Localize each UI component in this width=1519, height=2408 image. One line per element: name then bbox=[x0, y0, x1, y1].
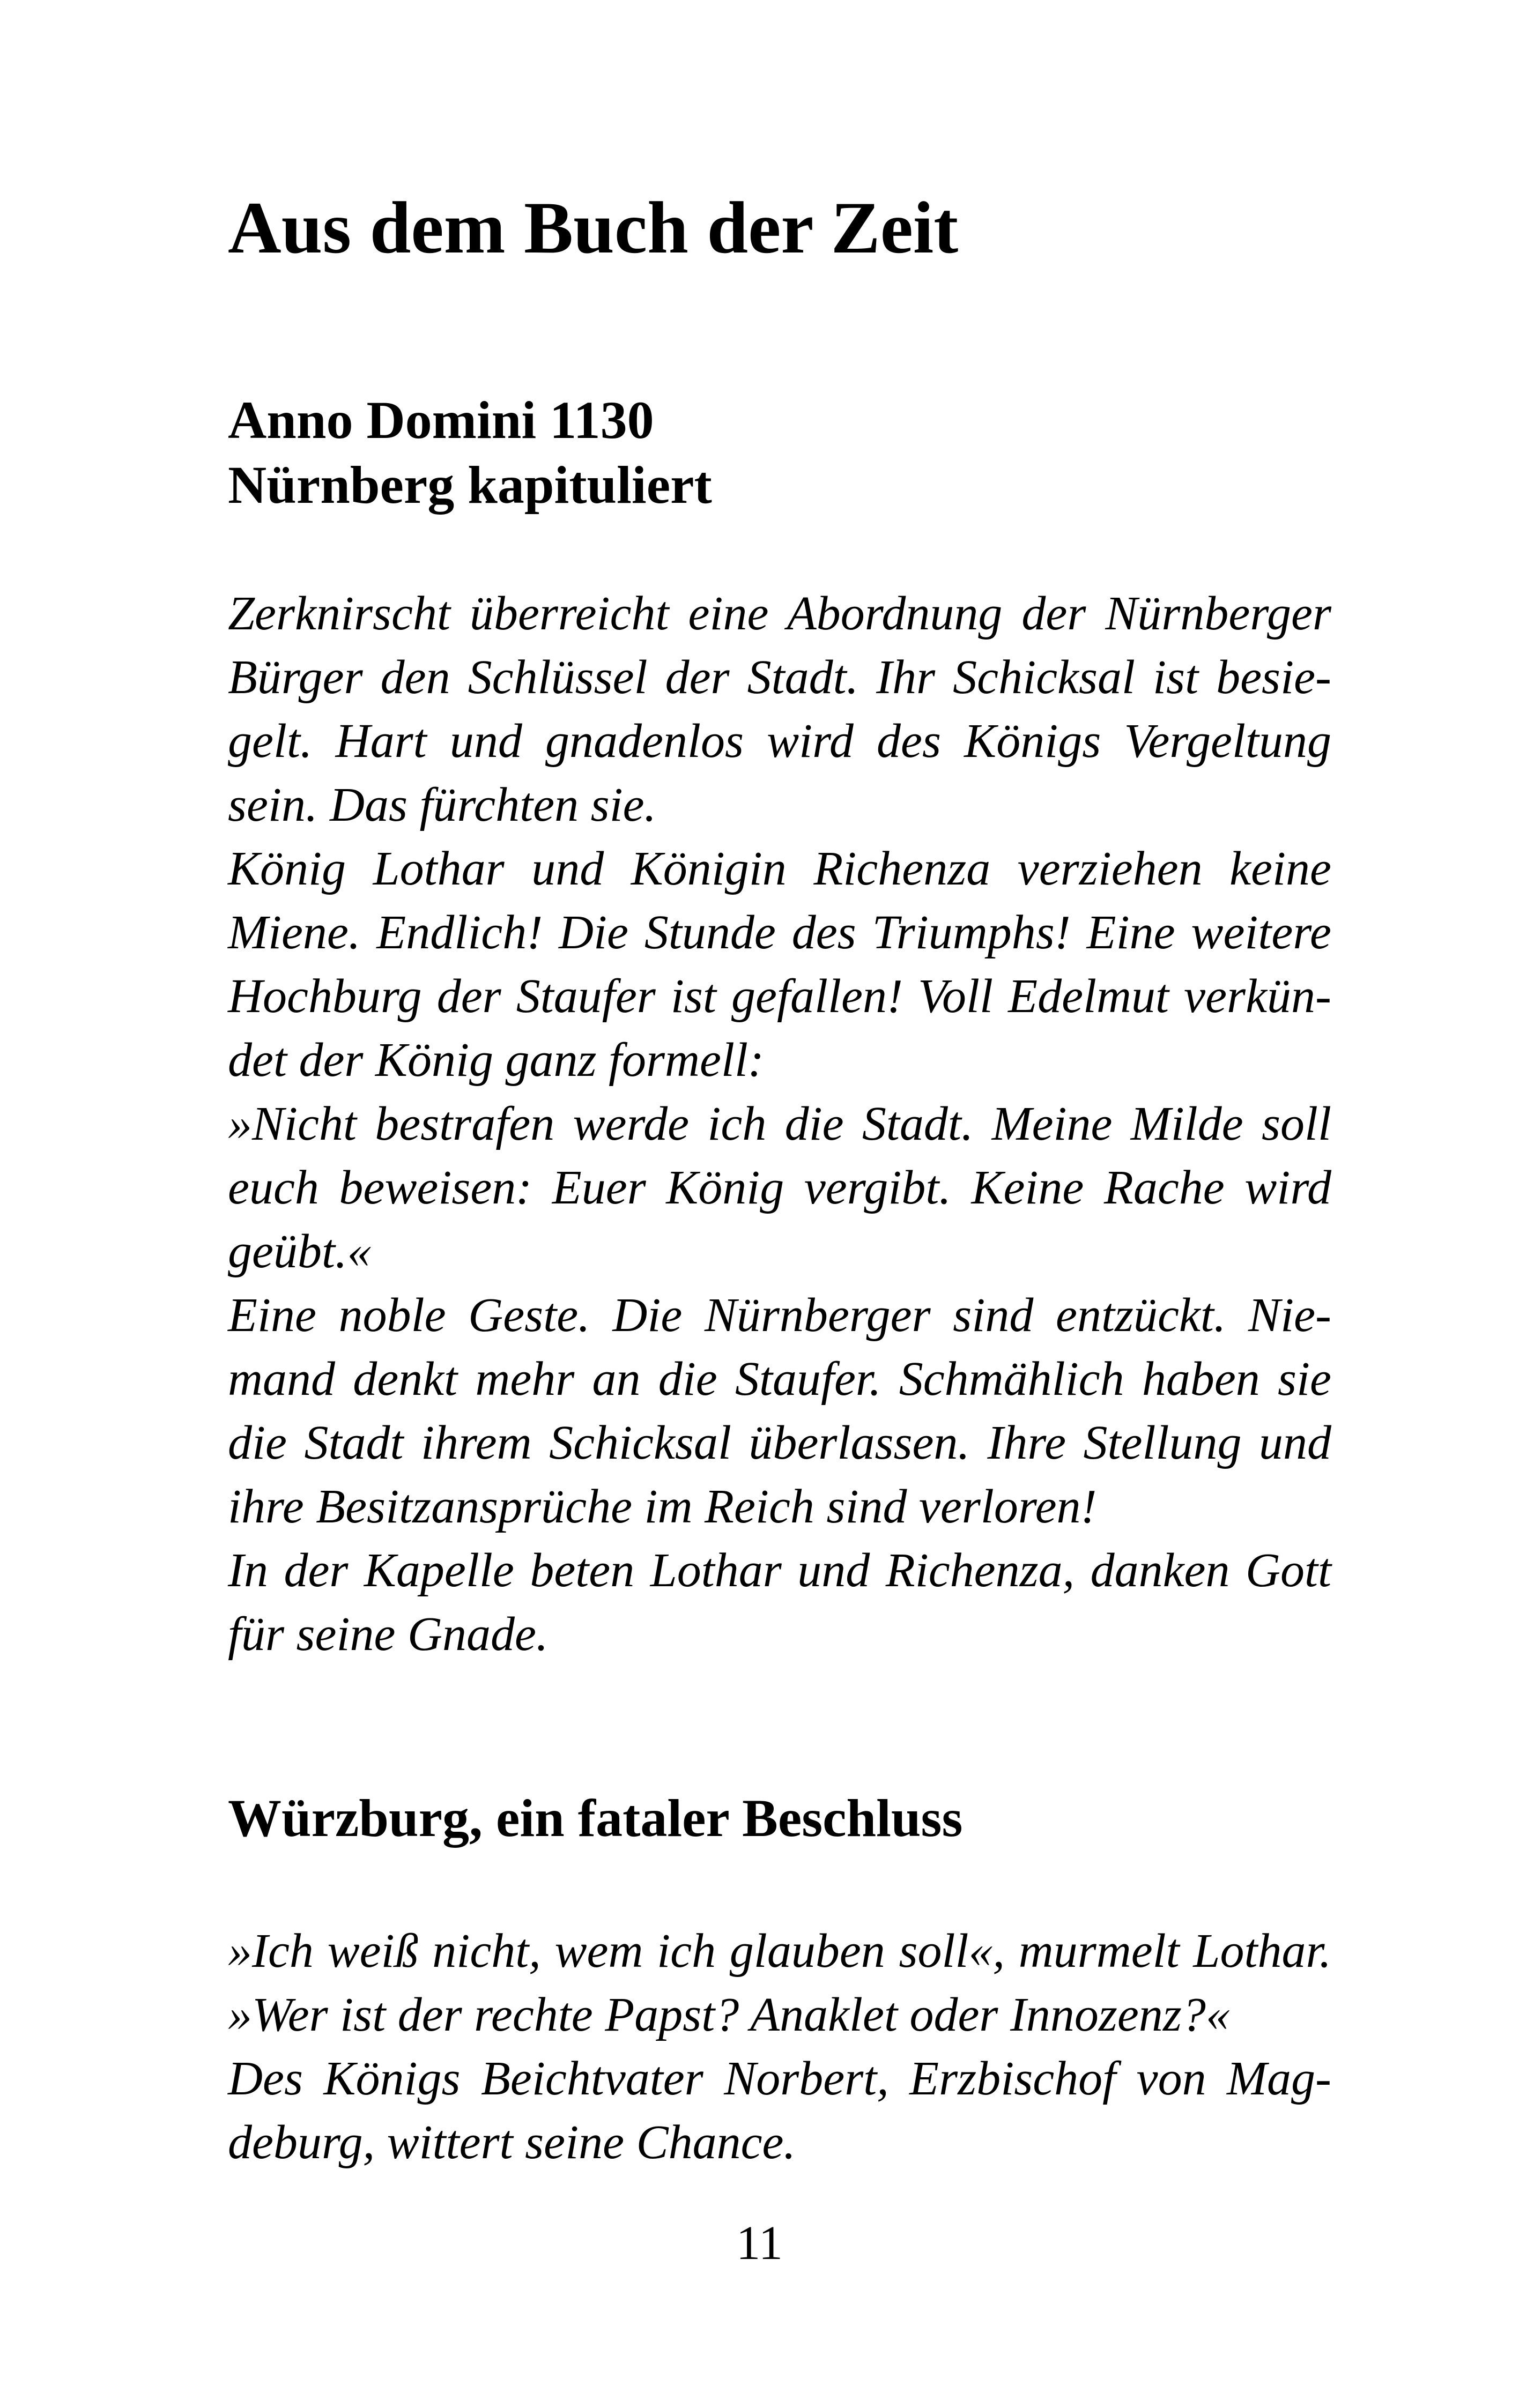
section-heading-year: Anno Domini 1130 bbox=[228, 390, 654, 450]
body-line: Zerknirscht überreicht eine Abordnung der Nürnberger bbox=[228, 587, 1331, 640]
body-line: In der Kapelle beten Lothar und Richenza, danken Gott bbox=[228, 1544, 1331, 1597]
body-line: Eine noble Geste. Die Nürnberger sind entzückt. Nie- bbox=[228, 1289, 1331, 1342]
chapter-title: Aus dem Buch der Zeit bbox=[228, 187, 959, 269]
body-line: euch beweisen: Euer König vergibt. Keine Rache wird bbox=[228, 1161, 1331, 1214]
body-line: für seine Gnade. bbox=[228, 1608, 549, 1661]
body-line: geübt.« bbox=[228, 1225, 372, 1278]
body-line: det der König ganz formell: bbox=[228, 1034, 764, 1087]
body-line: die Stadt ihrem Schicksal überlassen. Ihre Stellung und bbox=[228, 1416, 1331, 1469]
body-line: Bürger den Schlüssel der Stadt. Ihr Schicksal ist besie- bbox=[228, 651, 1331, 704]
body-line: mand denkt mehr an die Staufer. Schmählich haben sie bbox=[228, 1352, 1331, 1406]
body-line: »Wer ist der rechte Papst? Anaklet oder Innozenz?« bbox=[228, 1988, 1230, 2041]
body-line: Hochburg der Staufer ist gefallen! Voll Edelmut verkün- bbox=[228, 970, 1331, 1023]
body-line: »Nicht bestrafen werde ich die Stadt. Meine Milde soll bbox=[228, 1097, 1331, 1150]
body-line: König Lothar und Königin Richenza verziehen keine bbox=[228, 842, 1331, 895]
page-number: 11 bbox=[736, 2217, 783, 2270]
section-heading-wurzburg: Würzburg, ein fataler Beschluss bbox=[228, 1788, 963, 1848]
body-line: gelt. Hart und gnadenlos wird des Königs Vergeltung bbox=[228, 715, 1331, 768]
body-line: Des Königs Beichtvater Norbert, Erzbischof von Mag- bbox=[228, 2052, 1331, 2105]
body-line: ihre Besitzansprüche im Reich sind verloren! bbox=[228, 1480, 1097, 1533]
body-line: »Ich weiß nicht, wem ich glauben soll«, murmelt Lothar. bbox=[228, 1924, 1331, 1978]
body-line: Miene. Endlich! Die Stunde des Triumphs! Eine weitere bbox=[228, 906, 1331, 959]
body-line: sein. Das fürchten sie. bbox=[228, 778, 657, 831]
section-heading-title: Nürnberg kapituliert bbox=[228, 455, 712, 515]
body-line: deburg, wittert seine Chance. bbox=[228, 2116, 796, 2169]
